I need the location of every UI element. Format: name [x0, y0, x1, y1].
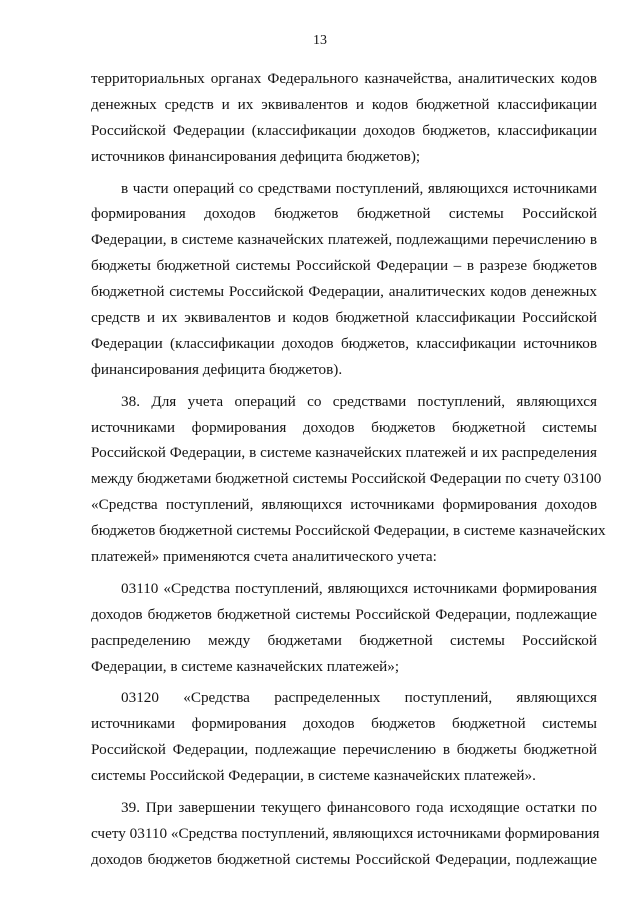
text-line: 03110 «Средства поступлений, являющихся источниками формирования [121, 579, 597, 597]
text-line: бюджетов бюджетной системы Российской Федерации, в системе казначейских [91, 522, 606, 540]
page-number: 13 [313, 33, 327, 48]
text-line: бюджетной системы Российской Федерации, аналитических кодов денежных [91, 283, 597, 301]
text-line: между бюджетами бюджетной системы Российской Федерации по счету 03100 [91, 470, 602, 488]
text-line: территориальных органах Федерального казначейства, аналитических кодов [91, 70, 597, 87]
text-line: Российской Федерации, в системе казначейских платежей и их распределения [91, 444, 597, 462]
text-line: доходов бюджетов бюджетной системы Российской Федерации, подлежащие [91, 605, 597, 623]
text-line: бюджеты бюджетной системы Российской Федерации – в разрезе бюджетов [91, 257, 597, 275]
text-line: Федерации (классификации доходов бюджетов, классификации источников [91, 334, 597, 352]
text-line: финансирования дефицита бюджетов). [91, 360, 343, 378]
text-line: источников финансирования дефицита бюджетов); [91, 147, 421, 165]
text-line: 38. Для учета операций со средствами поступлений, являющихся [121, 392, 597, 410]
text-line: денежных средств и их эквивалентов и кодов бюджетной классификации [91, 95, 597, 113]
text-line: Российской Федерации (классификации доходов бюджетов, классификации [91, 121, 597, 139]
text-line: «Средства поступлений, являющихся источниками формирования доходов [91, 496, 597, 514]
text-line: платежей» применяются счета аналитического учета: [91, 548, 437, 566]
paragraph [91, 66, 597, 170]
text-line: 39. При завершении текущего финансового года исходящие остатки по [121, 799, 597, 817]
text-line: источниками формирования доходов бюджетов бюджетной системы [91, 715, 597, 733]
text-line: счету 03110 «Средства поступлений, являющихся источниками формирования [91, 824, 600, 842]
text-line: в части операций со средствами поступлений, являющихся источниками [121, 179, 597, 197]
text-line: Федерации, в системе казначейских платежей, подлежащими перечислению в [91, 231, 597, 249]
text-line: формирования доходов бюджетов бюджетной системы Российской [91, 205, 597, 223]
text-line: источниками формирования доходов бюджетов бюджетной системы [91, 418, 597, 436]
paragraph [91, 389, 606, 570]
document-body [91, 66, 606, 873]
paragraph [91, 685, 597, 789]
text-line: Федерации, в системе казначейских платежей»; [91, 657, 400, 675]
text-line: Российской Федерации, подлежащие перечислению в бюджеты бюджетной [91, 741, 597, 759]
paragraph [91, 795, 600, 873]
text-line: 03120 «Средства распределенных поступлений, являющихся [121, 689, 597, 707]
paragraph [91, 176, 597, 383]
text-line: доходов бюджетов бюджетной системы Российской Федерации, подлежащие [91, 850, 597, 868]
text-line: средств и их эквивалентов и кодов бюджетной классификации Российской [91, 309, 597, 327]
text-line: распределению между бюджетами бюджетной системы Российской [91, 631, 597, 649]
paragraph [91, 576, 597, 680]
text-line: системы Российской Федерации, в системе казначейских платежей». [91, 767, 536, 785]
